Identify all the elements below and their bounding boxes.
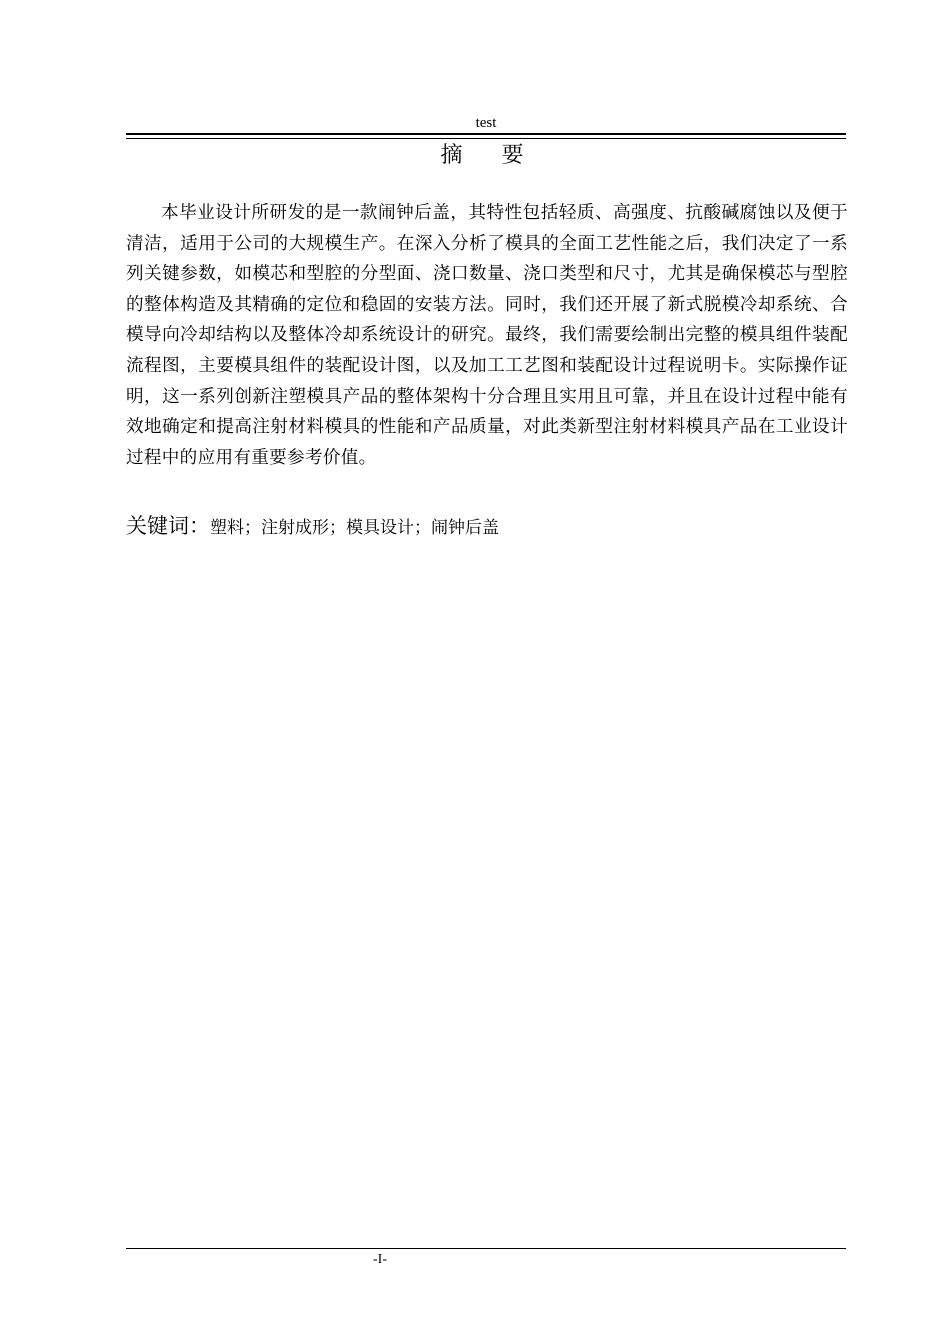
keywords-line bbox=[126, 511, 846, 543]
keywords-label: 关键词： bbox=[126, 514, 210, 538]
page-number: -I- bbox=[373, 1252, 387, 1267]
running-header: test bbox=[475, 115, 497, 131]
page-title: 摘 要 bbox=[440, 143, 540, 168]
header-rule-thin bbox=[126, 138, 846, 139]
header-rule-thick bbox=[126, 133, 846, 135]
footer-rule bbox=[126, 1248, 846, 1249]
abstract-paragraph: 本毕业设计所研发的是一款闹钟后盖，其特性包括轻质、高强度、抗酸碱腐蚀以及便于清洁，适用于公司的大规模生产。在深入分析了模具的全面工艺性能之后，我们决定了一系列关键参数，如模芯和型腔的分型面、浇口数量、浇口类型和尺寸，尤其是确保模芯与型腔的整体构造及其精确的定位和稳固的安装方法。同时，我们还开展了新式脱模冷却系统、合模导向冷却结构以及整体冷却系统设计的研究。最终，我们需要绘制出完整的模具组件装配流程图，主要模具组件的装配设计图，以及加工工艺图和装配设计过程说明卡。实际操作证明，这一系列创新注塑模具产品的整体架构十分合理且实用且可靠，并且在设计过程中能有效地确定和提高注射材料模具的性能和产品质量，对此类新型注射材料模具产品在工业设计过程中的应用有重要参考价值。 bbox=[126, 203, 848, 468]
keywords-value: 塑料；注射成形；模具设计；闹钟后盖 bbox=[210, 518, 499, 538]
